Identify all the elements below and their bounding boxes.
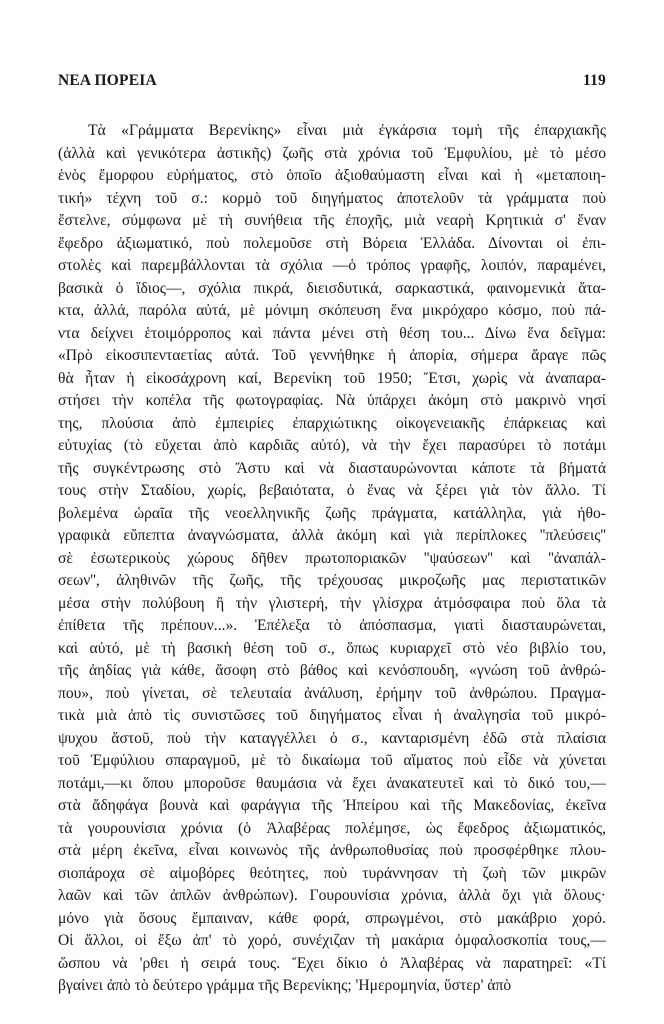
text-line: σεων'', ἀληθινῶν τῆς ζωῆς, τῆς τρέχουσας μικροζωῆς μας περιστατικῶν xyxy=(58,572,606,589)
text-line: σιοπάροχα σὲ αἱμοβόρες θεότητες, ποὺ τυράννησαν τὴ ζωὴ τῶν μικρῶν xyxy=(58,864,606,882)
text-line: τους στὴν Σταδίου, χωρίς, βεβαιότατα, ὁ ἕνας νὰ ξέρει γιὰ τὸν ἄλλο. Τί xyxy=(58,482,606,499)
running-header xyxy=(58,72,606,94)
text-line: βολεμένα ὡραῖα τῆς νεοελληνικῆς ζωῆς πράγματα, κατάλληλα, γιὰ ἠθο- xyxy=(58,504,606,522)
text-line: ντα δείχνει ἑτοιμόρροπος καὶ πάντα μένει στὴ θέση του... Δίνω ἕνα δεῖγμα: xyxy=(58,324,606,342)
text-line: λαῶν καὶ τῶν ἀπλῶν ἀνθρώπων). Γουρουνίσια χρόνια, ἀλλὰ ὄχι γιὰ ὅλους· xyxy=(58,887,606,904)
text-line: στολὲς καὶ παρεμβάλλονται τὰ σχόλια —ὁ τρόπος γραφῆς, λοιπόν, παραμένει, xyxy=(58,257,606,274)
text-line: στὰ ἄδηφάγα βουνὰ καὶ φαράγγια τῆς Ἠπείρου καὶ τῆς Μακεδονίας, ἐκεῖνα xyxy=(58,797,606,814)
text-line: μέσα στὴν πολύβουη ἢ τὴν γλιστερή, τὴν γλίσχρα ἀτμόσφαιρα ποὺ ὅλα τὰ xyxy=(58,594,606,612)
text-line: τῆς συγκέντρωσης στὸ Ἄστυ καὶ νὰ διασταυρώνονται κάποτε τὰ βήματά xyxy=(58,459,606,477)
text-line: Οἱ ἄλλοι, οἱ ἔξω ἀπ' τὸ χορό, συνέχιζαν τὴ μακάρια ὀμφαλοσκοπία τους,— xyxy=(58,932,606,949)
text-line: στήσει τὴν κοπέλα τῆς φωτογραφίας. Νὰ ὑπάρχει ἀκόμη στὸ μακρινὸ νησί xyxy=(58,392,606,409)
text-line: ψυχου ἄστοῦ, ποὺ τὴν καταγγέλλει ὁ σ., κανταρισμένη ἐδῶ στὰ πλαίσια xyxy=(58,729,606,747)
text-line: καὶ αὐτό, μὲ τὴ βασικὴ θέση τοῦ σ., ὅπως κυριαρχεῖ στὸ νέο βιβλίο του, xyxy=(58,639,606,657)
text-line: ποτάμι,—κι ὅπου μποροῦσε θαυμάσια νὰ ἔχει ἀνακατευτεῖ καὶ τὸ δικό του,— xyxy=(58,774,606,792)
page-number: 119 xyxy=(583,72,606,89)
text-line: βγαίνει ἀπὸ τὸ δεύτερο γράμμα τῆς Βερενίκης; 'Ημερομηνία, ὕστερ' ἀπὸ xyxy=(58,977,512,994)
text-line: εὐτυχίας (τὸ εὔχεται ἀπὸ καρδιᾶς αὐτό), νὰ τὴν ἔχει παρασύρει τὸ ποτάμι xyxy=(58,437,606,454)
text-line: ἔστελνε, σύμφωνα μὲ τὴ συνήθεια τῆς ἐποχῆς, μιὰ νεαρὴ Κρητικιὰ σ' ἕναν xyxy=(58,212,606,229)
body-text xyxy=(58,120,606,998)
text-line: βασικὰ ὁ ἴδιος—, σχόλια πικρά, διεισδυτικά, σαρκαστικά, φαινομενικὰ ἄτα- xyxy=(58,279,606,297)
text-line: κτα, ἀλλά, παρόλα αὐτά, μὲ μόνιμη σκόπευση ἕνα μικρόχαρο κόσμο, ποὺ πά- xyxy=(58,302,606,319)
text-line: που», ποὺ γίνεται, σὲ τελευταία ἀνάλυση, ἐρήμην τοῦ ἀνθρώπου. Πραγμα- xyxy=(58,684,606,702)
text-line: τική» τέχνη τοῦ σ.: κορμὸ τοῦ διηγήματος ἀποτελοῦν τὰ γράμματα ποὺ xyxy=(58,189,606,207)
text-line: τῆς ἀηδίας γιὰ κάθε, ἄσοφη στὸ βάθος καὶ κενόσπουδη, «γνώση τοῦ ἀνθρώ- xyxy=(58,662,606,679)
text-line: σὲ ἐσωτερικοὺς χώρους δῆθεν πρωτοποριακῶν ''ψαύσεων'' καὶ ''ἀναπάλ- xyxy=(58,549,606,567)
text-line: θὰ ἦταν ἡ εἰκοσάχρονη καί, Βερενίκη τοῦ 1950; Ἔτσι, χωρὶς νὰ ἀναπαρα- xyxy=(58,369,606,387)
text-line: της, πλούσια ἀπὸ ἐμπειρίες ἐπαρχιώτικης οἰκογενειακῆς ἐπάρκειας καὶ xyxy=(58,414,606,432)
text-line: ἐπίθετα τῆς πρέπουν...». Ἐπέλεξα τὸ ἀπόσπασμα, γιατὶ διασταυρώνεται, xyxy=(58,617,606,634)
text-line: στὰ μέρη ἐκεῖνα, εἶναι κοινωνὸς τῆς ἀνθρωποθυσίας ποὺ προσφέρθηκε πλου- xyxy=(58,842,606,859)
text-line: τοῦ Ἐμφύλιου σπαραγμοῦ, μὲ τὸ δικαίωμα τοῦ αἵματος ποὺ εἶδε νὰ χύνεται xyxy=(58,752,606,769)
text-line: ὥσπου νὰ 'ρθει ἡ σειρά τους. Ἔχει δίκιο ὁ Ἀλαβέρας νὰ παρατηρεῖ: «Τί xyxy=(58,954,606,972)
text-line: (ἀλλὰ καὶ γενικότερα ἀστικῆς) ζωῆς στὰ χρόνια τοῦ Ἐμφυλίου, μὲ τὸ μέσο xyxy=(58,144,606,162)
text-line: ἔφεδρο ἀξιωματικό, ποὺ πολεμοῦσε στὴ Βόρεια Ἑλλάδα. Δίνονται οἱ ἐπι- xyxy=(58,234,606,252)
text-line: τικὰ μιὰ ἀπὸ τὶς συνιστῶσες τοῦ διηγήματος εἶναι ἡ ἀναλγησία τοῦ μικρό- xyxy=(58,707,606,724)
text-line: γραφικὰ εὔπεπτα ἀναγνώσματα, ἀλλὰ ἀκόμη καὶ γιὰ περίπλοκες ''πλεύσεις'' xyxy=(58,527,606,544)
text-line: ἑνὸς ἔμορφου εὑρήματος, στὸ ὁποῖο ἀξιοθαύμαστη εἶναι καὶ ἡ «μεταποιη- xyxy=(58,167,606,184)
text-line: «Πρὸ εἰκοσιπενταετίας αὐτά. Τοῦ γεννήθηκε ἡ ἀπορία, σήμερα ἄραγε πῶς xyxy=(58,347,606,364)
journal-title: ΝΕΑ ΠΟΡΕΙΑ xyxy=(58,72,157,89)
text-line: μόνο γιὰ ὅσους ἔμπαιναν, κάθε φορά, σπρωγμένοι, στὸ μακάβριο χορό. xyxy=(58,909,606,927)
text-line: Τὰ «Γράμματα Βερενίκης» εἶναι μιὰ ἐγκάρσια τομὴ τῆς ἐπαρχιακῆς xyxy=(88,122,606,139)
text-line: τὰ γουρουνίσια χρόνια (ὁ Ἀλαβέρας πολέμησε, ὡς ἔφεδρος ἀξιωματικός, xyxy=(58,819,606,837)
